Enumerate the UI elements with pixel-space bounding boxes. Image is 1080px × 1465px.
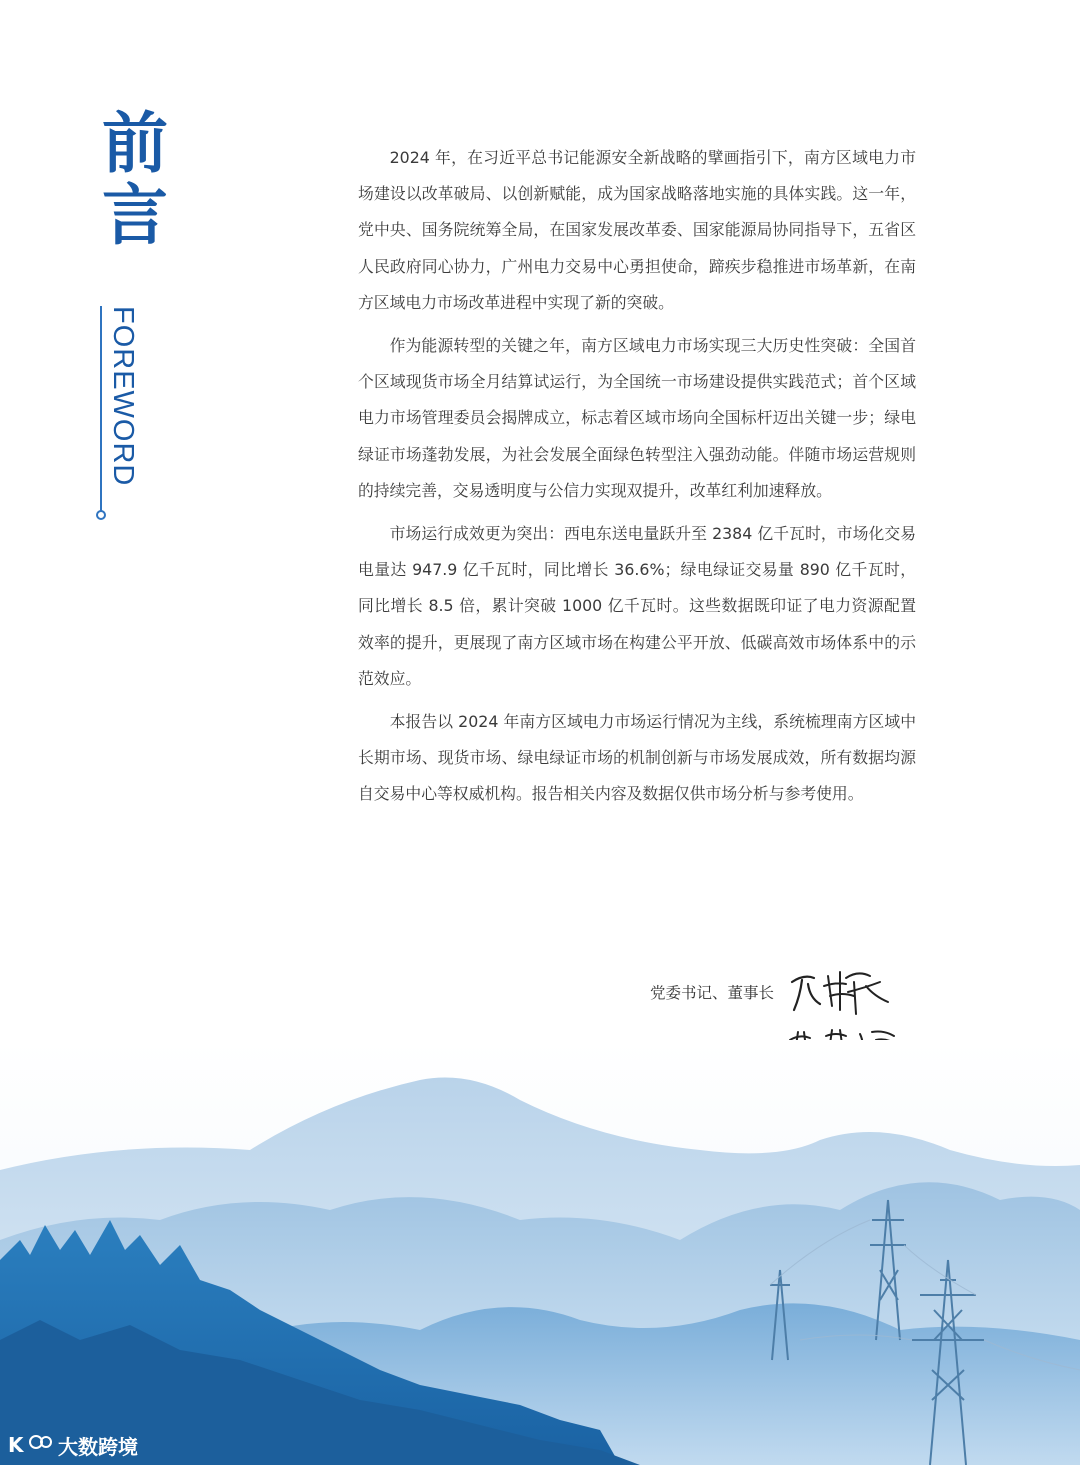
paragraph-2: 作为能源转型的关键之年，南方区域电力市场实现三大历史性突破：全国首个区域现货市场全月结算试运行，为全国统一市场建设提供实践范式；首个区域电力市场管理委员会揭牌成立，标志着区域市场向全国标杆迈出关键一步；绿电绿证市场蓬勃发展，为社会发展全面绿色转型注入强劲动能。伴随市场运营规则的持续完善，交易透明度与公信力实现双提升，改革红利加速释放。 — [358, 336, 916, 500]
title-char-1: 前 — [102, 105, 168, 182]
paragraph-4: 本报告以 2024 年南方区域电力市场运行情况为主线，系统梳理南方区域中长期市场、现货市场、绿电绿证市场的机制创新与市场发展成效，所有数据均源自交易中心等权威机构。报告相关内容及数据仅供市场分析与参考使用。 — [358, 712, 916, 804]
paragraph-1: 2024 年，在习近平总书记能源安全新战略的擘画指引下，南方区域电力市场建设以改革破局、以创新赋能，成为国家战略落地实施的具体实践。这一年，党中央、国务院统筹全局，在国家发展改革委、国家能源局协同指导下，五省区人民政府同心协力，广州电力交易中心勇担使命，蹄疾步稳推进市场革新，在南方区域电力市场改革进程中实现了新的突破。 — [358, 148, 916, 312]
signature-row-chairman — [650, 962, 894, 1022]
title-divider-dot — [96, 510, 106, 520]
watermark — [8, 1428, 138, 1462]
watermark-text: 大数跨境 — [58, 1434, 138, 1459]
foreword-body — [358, 140, 916, 820]
svg-text:K: K — [8, 1433, 24, 1457]
mountain-landscape-illustration — [0, 1040, 1080, 1465]
signature-role: 党委书记、董事长 — [650, 984, 775, 1002]
title-char-2: 言 — [102, 177, 168, 254]
paragraph-3: 市场运行成效更为突出：西电东送电量跃升至 2384 亿千瓦时，市场化交易电量达 947.9 亿千瓦时，同比增长 36.6%；绿电绿证交易量 890 亿千瓦时，同比增长 8.5 倍，累计突破 1000 亿千瓦时。这些数据既印证了电力资源配置效率的提升，更展现了南方区域市场在构建公平开放、低碳高效市场体系中的示范效应。 — [358, 524, 916, 688]
brand-logo-icon — [8, 1430, 52, 1460]
title-divider-line — [100, 306, 102, 512]
page-subtitle-en: FOREWORD — [107, 306, 139, 487]
handwritten-signature-chairman — [784, 962, 894, 1022]
page-title — [100, 105, 170, 254]
